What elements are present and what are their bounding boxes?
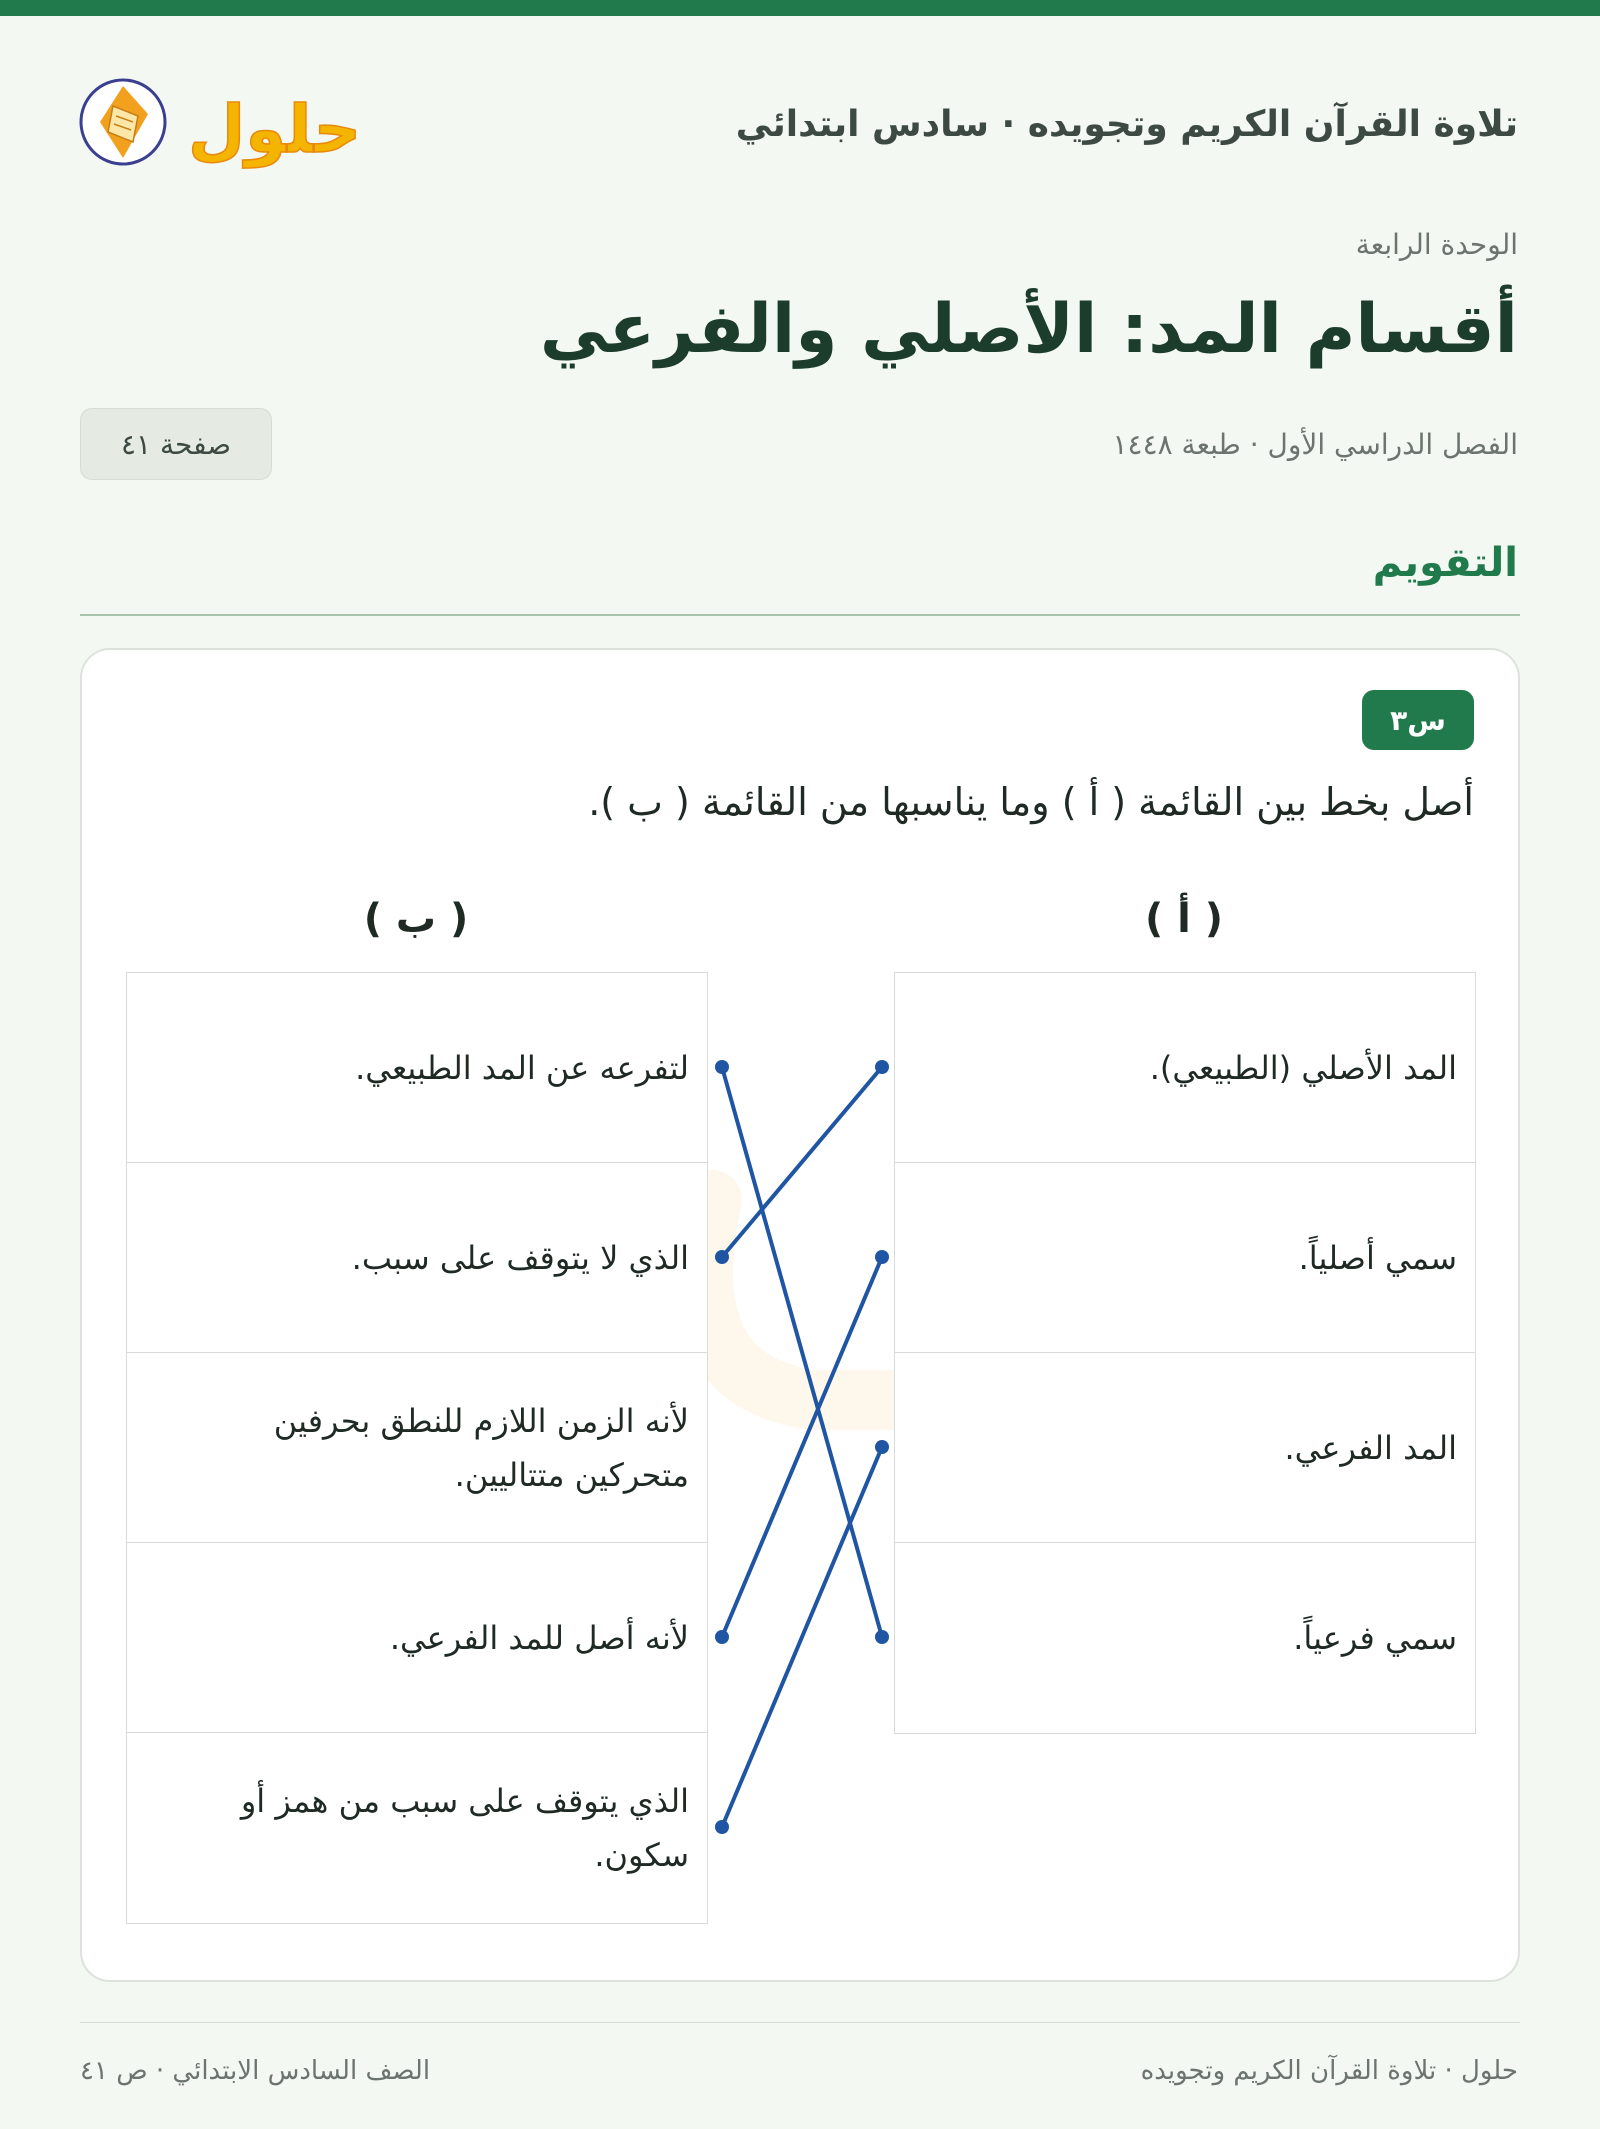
match-endpoint-dot: [715, 1250, 729, 1264]
list-a-item[interactable]: سمي فرعياً.: [1293, 1619, 1457, 1657]
question-card: [80, 648, 1520, 1982]
match-endpoint-dot: [715, 1630, 729, 1644]
list-a: [894, 972, 1476, 1734]
footer-book-info: حلول · تلاوة القرآن الكريم وتجويده: [1140, 2056, 1518, 2086]
list-b-heading: ( ب ): [363, 896, 469, 942]
match-line: [722, 1067, 882, 1257]
top-accent-bar: [0, 0, 1600, 16]
list-b-item[interactable]: لأنه الزمن اللازم للنطق بحرفين متحركين متتاليين.: [127, 1353, 707, 1543]
match-line: [722, 1447, 882, 1827]
question-prompt: أصل بخط بين القائمة ( أ ) وما يناسبها من القائمة ( ب ).: [588, 780, 1474, 824]
page-title: أقسام المد: الأصلي والفرعي: [539, 290, 1518, 369]
match-line: [722, 1257, 882, 1637]
list-b: [126, 972, 708, 1924]
section-title: التقويم: [1372, 540, 1518, 586]
question-number-badge: س٣: [1362, 690, 1474, 750]
unit-label: الوحدة الرابعة: [1355, 228, 1518, 261]
match-line: [722, 1067, 882, 1637]
match-endpoint-dot: [875, 1250, 889, 1264]
page-number-badge: صفحة ٤١: [80, 408, 272, 480]
list-a-heading: ( أ ): [1144, 896, 1224, 942]
list-b-item[interactable]: لأنه أصل للمد الفرعي.: [127, 1543, 707, 1733]
list-b-item[interactable]: الذي يتوقف على سبب من همز أو سكون.: [240, 1782, 689, 1874]
book-title: تلاوة القرآن الكريم وتجويده · سادس ابتدائي: [735, 104, 1518, 145]
logo-wordmark: حلول: [188, 91, 362, 168]
match-endpoint-dot: [875, 1060, 889, 1074]
match-endpoint-dot: [715, 1820, 729, 1834]
list-a-item[interactable]: المد الفرعي.: [895, 1353, 1475, 1543]
list-a-item[interactable]: المد الأصلي (الطبيعي).: [895, 973, 1475, 1163]
match-endpoint-dot: [875, 1630, 889, 1644]
match-endpoint-dot: [875, 1440, 889, 1454]
footer-divider: [80, 2022, 1520, 2023]
footer-page-info: الصف السادس الابتدائي · ص ٤١: [80, 2056, 431, 2086]
list-b-item[interactable]: لتفرعه عن المد الطبيعي.: [127, 973, 707, 1163]
list-a-item[interactable]: سمي أصلياً.: [895, 1163, 1475, 1353]
edition-info: الفصل الدراسي الأول · طبعة ١٤٤٨: [1112, 428, 1518, 461]
section-divider: [80, 614, 1520, 616]
match-endpoint-dot: [715, 1060, 729, 1074]
list-b-item[interactable]: الذي لا يتوقف على سبب.: [127, 1163, 707, 1353]
hulul-logo: [78, 64, 368, 184]
